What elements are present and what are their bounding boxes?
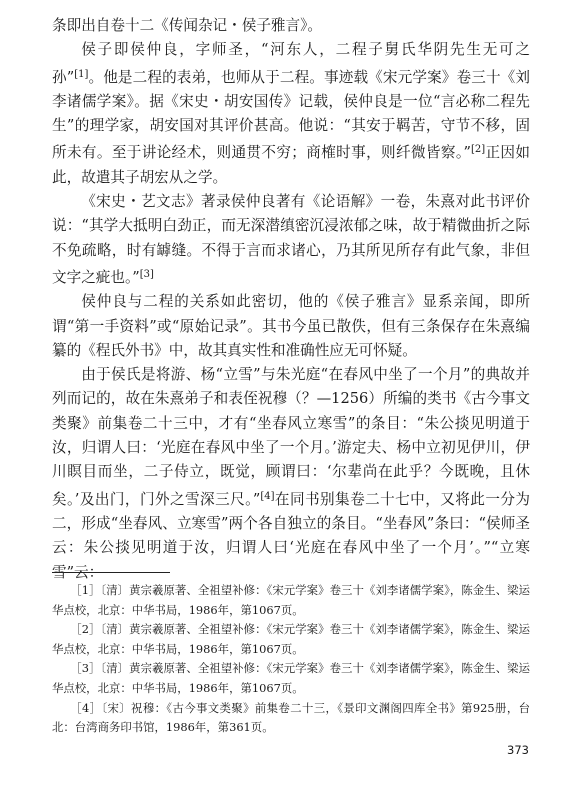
paragraph-spring-wind-snow xyxy=(52,363,530,585)
page-number: 373 xyxy=(507,743,529,757)
text-run: 侯子即侯仲良，字师圣，“河东人，二程子舅氏华阴先生无可之孙” xyxy=(52,41,530,86)
text-run: 《宋史・艺文志》著录侯仲良著有《论语解》一卷，朱熹对此书评价说：“其学大抵明白劲正，而无深潜缜密沉浸浓郁之味，故于精微曲折之际不免疏略，时有罅缝。不得于言而求诸心，乃其所见所存有此气象，非但文字之疵也。” xyxy=(52,193,530,286)
paragraph-relationship xyxy=(52,290,530,363)
footnote-ref[interactable]: [1] xyxy=(74,68,89,80)
footnote-3: ［3］〔清〕黄宗羲原著、全祖望补修：《宋元学案》卷三十《刘李诸儒学案》，陈金生、梁运华点校，北京：中华书局，1986年，第1067页。 xyxy=(52,661,530,695)
footnote-1: ［1］〔清〕黄宗羲原著、全祖望补修：《宋元学案》卷三十《刘李诸儒学案》，陈金生、梁运华点校，北京：中华书局，1986年，第1067页。 xyxy=(52,583,530,617)
footnote-divider xyxy=(52,572,170,573)
text-run: 正因如此，故遣其子胡宏从之学。 xyxy=(52,144,530,186)
main-text xyxy=(52,14,530,585)
text-run: 由于侯氏是将游、杨“立雪”与朱光庭“在春风中坐了一个月”的典故并列而记的，故在朱熹弟子和表侄祝穆（？—1256）所编的类书《古今事文类聚》前集卷二十三中，才有“坐春风立寒雪”的条目：“朱公掞见明道于汝，归谓人曰：‘光庭在春风中坐了一个月。’游定夫、杨中立初见伊川，伊川瞑目而坐，二子侍立，既觉，顾谓曰：‘尔辈尚在此乎？今既晚，且休矣。’及出门，门外之雪深三尺。” xyxy=(52,366,530,508)
text-run: 侯仲良与二程的关系如此密切，他的《侯子雅言》显系亲闻，即所谓“第一手资料”或“原始记录”。其书今虽已散佚，但有三条保存在朱熹编纂的《程氏外书》中，故其真实性和准确性应无可怀疑。 xyxy=(52,293,530,359)
paragraph-hou-zhongliang xyxy=(52,38,530,190)
paragraph-lunyu-jie xyxy=(52,190,530,290)
footnote-4: ［4］〔宋〕祝穆：《古今事文类聚》前集卷二十三，《景印文渊阁四库全书》第925册，台北：台湾商务印书馆，1986年，第361页。 xyxy=(52,700,530,735)
footnote-2: ［2］〔清〕黄宗羲原著、全祖望补修：《宋元学案》卷三十《刘李诸儒学案》，陈金生、梁运华点校，北京：中华书局，1986年，第1067页。 xyxy=(52,622,530,656)
footnote-ref[interactable]: [2] xyxy=(470,144,486,156)
footnotes xyxy=(52,581,530,738)
paragraph-continued xyxy=(52,14,530,38)
text-run: 。他是二程的表弟，也师从于二程。事迹载《宋元学案》卷三十《刘李诸儒学案》。据《宋史・胡安国传》记载，侯仲良是一位“言必称二程先生”的理学家，胡安国对其评价甚高。他说：“其安于羁苦，守节不移，固所未有。至于讲论经术，则通贯不穷；商榷时事，则纤微皆察。” xyxy=(52,68,530,162)
footnote-ref[interactable]: [4] xyxy=(260,490,275,502)
footnote-ref[interactable]: [3] xyxy=(139,268,154,280)
text-run: 条即出自卷十二《传闻杂记・侯子雅言》。 xyxy=(52,17,322,34)
text-run: 在同书别集卷二十七中，又将此一分为二，形成“坐春风、立寒雪”两个各自独立的条目。“坐春风”条曰：“侯师圣云：朱公掞见明道于汝，归谓人曰‘光庭在春风中坐了一个月’。”“立寒雪”云： xyxy=(52,490,530,581)
